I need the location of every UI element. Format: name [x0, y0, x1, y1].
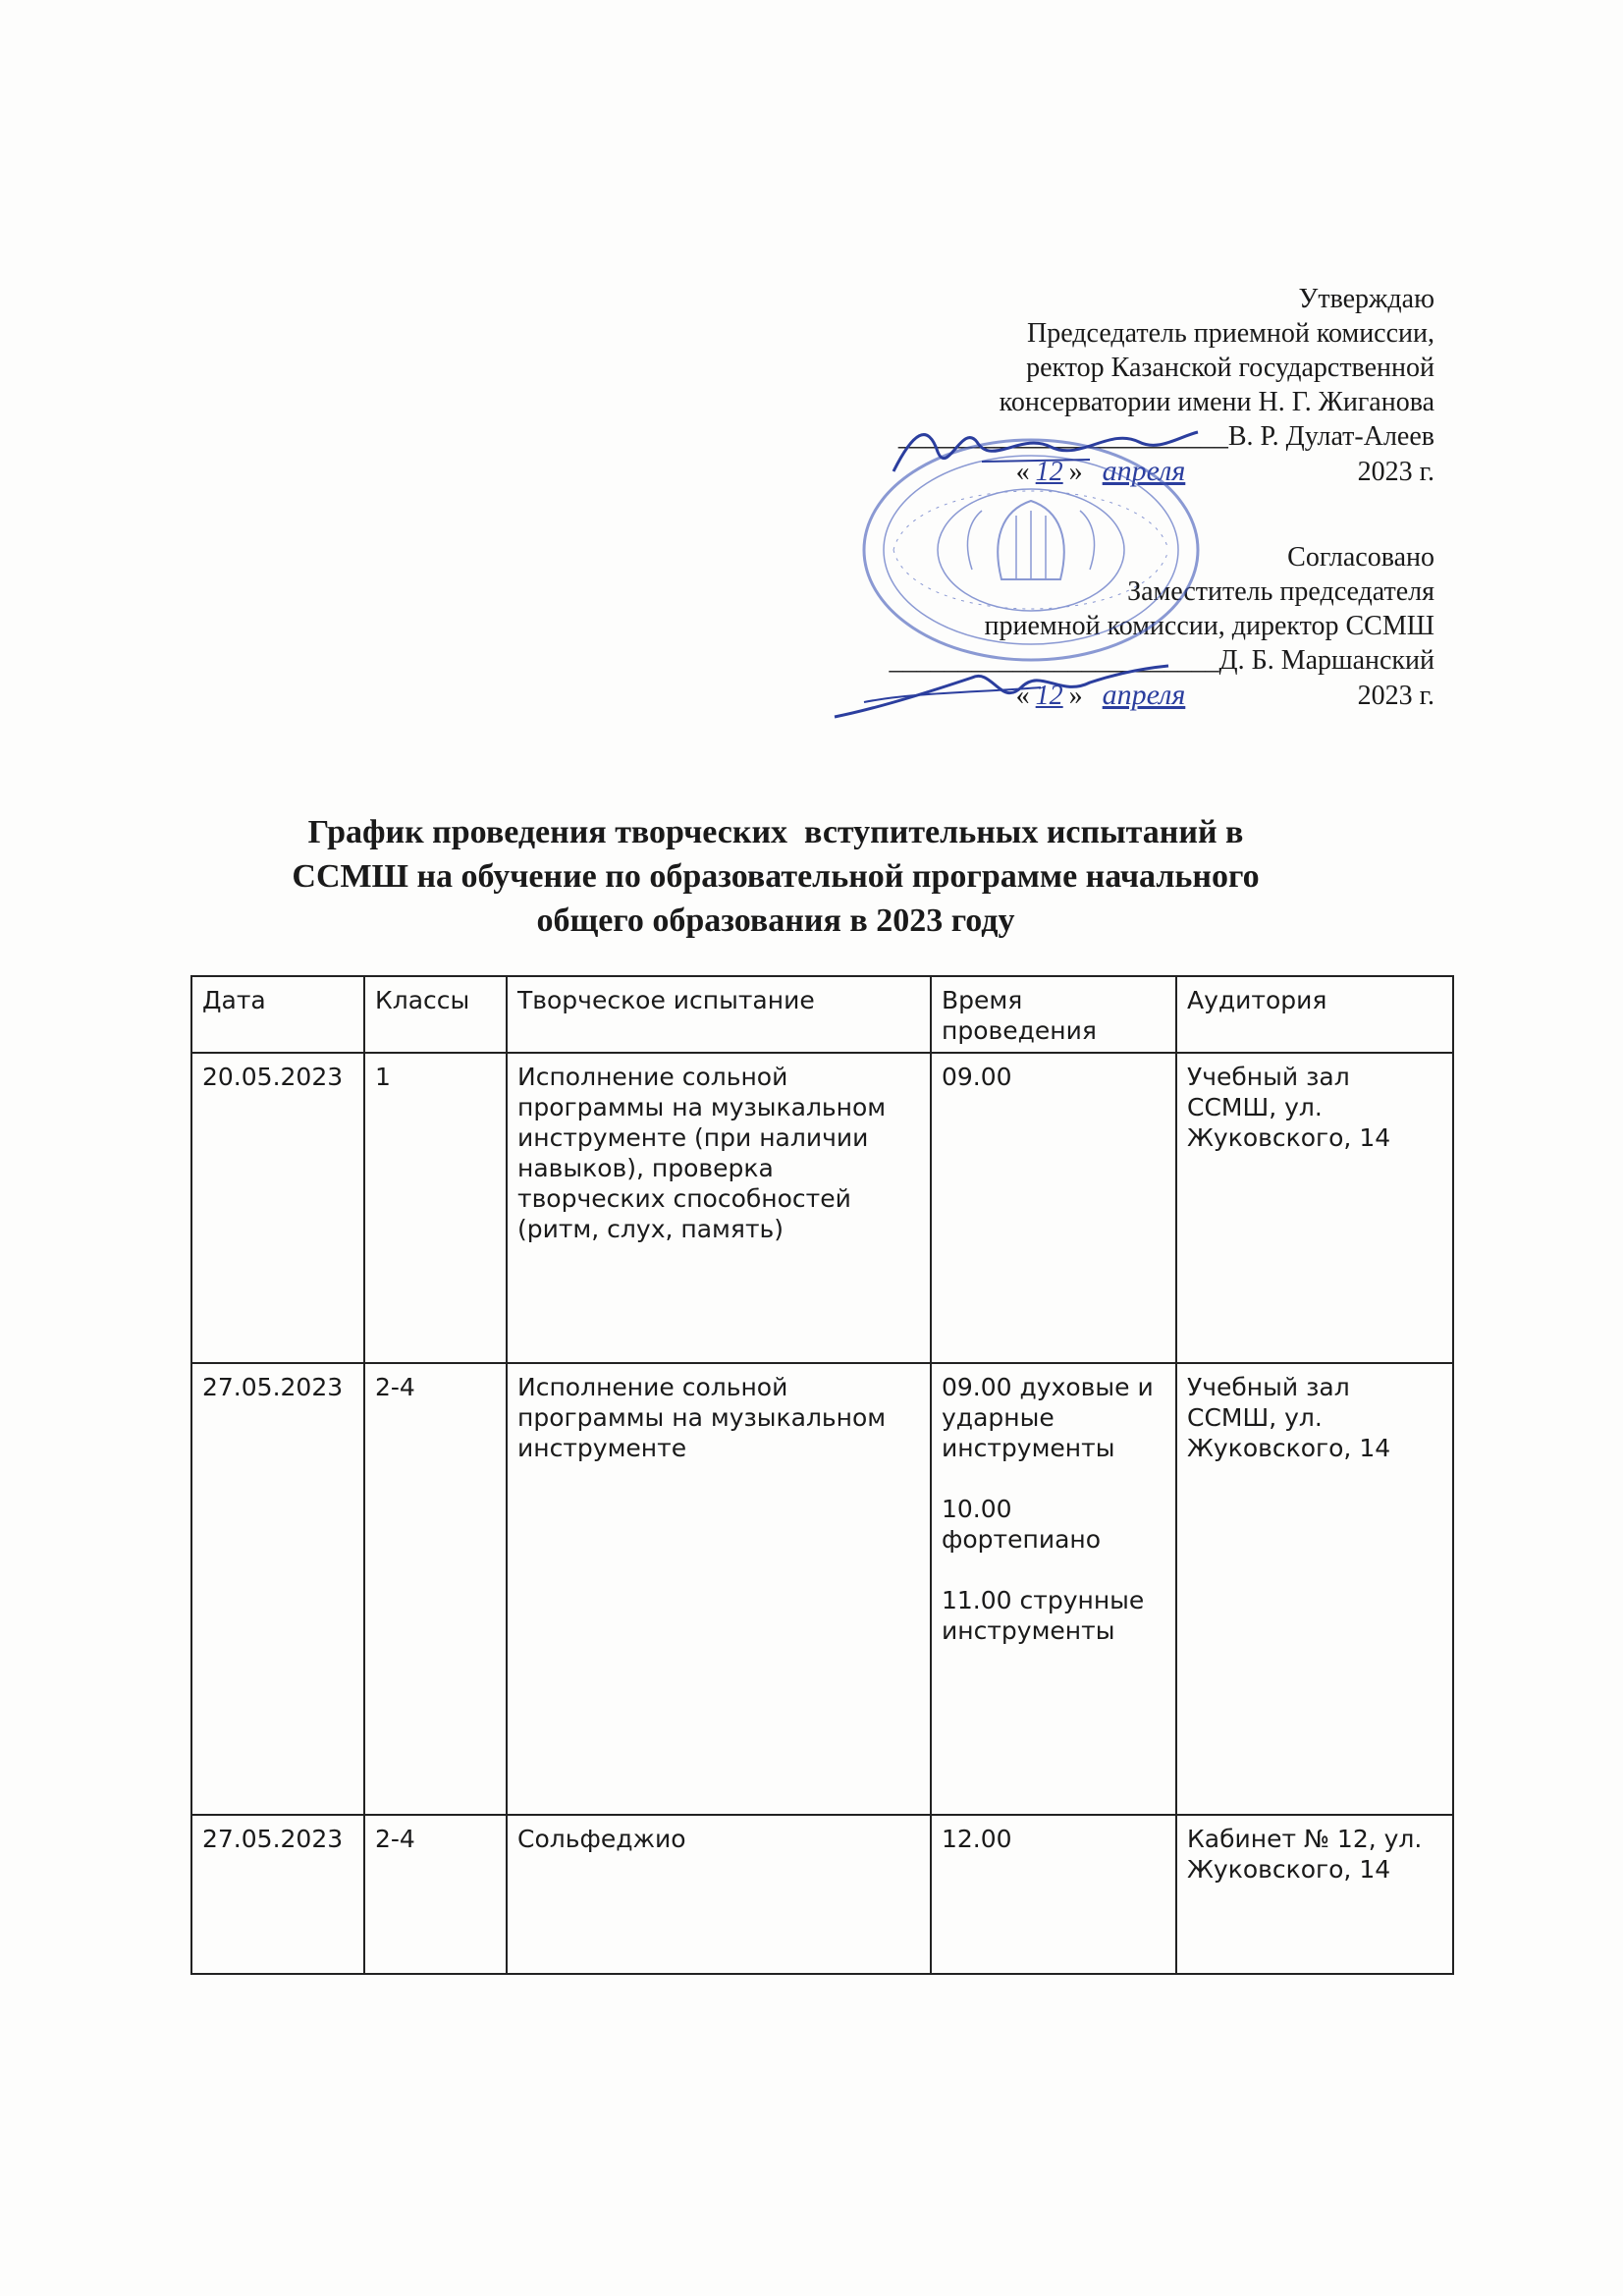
- cell-room: Кабинет № 12, ул. Жуковского, 14: [1176, 1815, 1453, 1974]
- cell-time: [931, 1363, 1176, 1815]
- approval-date-day: 12: [1035, 457, 1063, 487]
- header-time: Время проведения: [931, 976, 1176, 1053]
- cell-time: [931, 1053, 1176, 1363]
- table-header-row: [191, 976, 1453, 1053]
- approval-signer: В. Р. Дулат-Алеев: [1227, 421, 1434, 452]
- title-line-1: График проведения творческих вступительных испытаний в: [307, 814, 1244, 850]
- cell-test: Сольфеджио: [507, 1815, 931, 1974]
- cell-room: Учебный зал ССМШ, ул. Жуковского, 14: [1176, 1363, 1453, 1815]
- agreement-heading: Согласовано: [1287, 542, 1434, 573]
- header-room: Аудитория: [1176, 976, 1453, 1053]
- time-entry: 09.00 духовые и ударные инструменты: [942, 1373, 1154, 1462]
- agreement-line-1: Заместитель председателя: [1127, 576, 1434, 607]
- header-test: Творческое испытание: [507, 976, 931, 1053]
- rector-signature: [884, 412, 1208, 491]
- schedule-table: [190, 975, 1454, 1975]
- approval-date-year: 2023 г.: [1357, 457, 1434, 487]
- table-row: [191, 1053, 1453, 1363]
- table-row: [191, 1363, 1453, 1815]
- approval-date-open: «: [1015, 457, 1030, 487]
- cell-classes: 2-4: [364, 1363, 507, 1815]
- cell-room: Учебный зал ССМШ, ул. Жуковского, 14: [1176, 1053, 1453, 1363]
- cell-test: Исполнение сольной программы на музыкальном инструменте (при наличии навыков), проверка творческих способностей (ритм, слух, память): [507, 1053, 931, 1363]
- agreement-signer: Д. Б. Маршанский: [1218, 645, 1434, 676]
- document-title: [187, 810, 1365, 943]
- director-signature: [825, 648, 1178, 727]
- agreement-date-open: «: [1015, 681, 1030, 711]
- cell-classes: 2-4: [364, 1815, 507, 1974]
- signature-blank: ________________________: [897, 421, 1228, 452]
- header-date: Дата: [191, 976, 364, 1053]
- time-entry: 12.00: [942, 1825, 1012, 1853]
- title-line-2: ССМШ на обучение по образовательной программе начального: [292, 858, 1260, 895]
- approval-line-3: консерватории имени Н. Г. Жиганова: [999, 387, 1434, 417]
- cell-date: 27.05.2023: [191, 1815, 364, 1974]
- agreement-date-day: 12: [1035, 681, 1063, 711]
- agreement-date-close: »: [1068, 681, 1083, 711]
- title-line-3: общего образования в 2023 году: [536, 902, 1015, 939]
- time-entry: 11.00 струнные инструменты: [942, 1586, 1145, 1645]
- approval-line-1: Председатель приемной комиссии,: [1027, 318, 1434, 349]
- cell-time: [931, 1815, 1176, 1974]
- agreement-date-year: 2023 г.: [1357, 681, 1434, 711]
- cell-classes: 1: [364, 1053, 507, 1363]
- approval-heading: Утверждаю: [1298, 284, 1434, 314]
- time-entry: 09.00: [942, 1063, 1012, 1091]
- table-row: [191, 1815, 1453, 1974]
- header-classes: Классы: [364, 976, 507, 1053]
- approval-date-close: »: [1068, 457, 1083, 487]
- agreement-date-month: апреля: [1102, 679, 1186, 711]
- cell-test: Исполнение сольной программы на музыкальном инструменте: [507, 1363, 931, 1815]
- cell-date: 27.05.2023: [191, 1363, 364, 1815]
- agreement-line-2: приемной комиссии, директор ССМШ: [984, 611, 1434, 641]
- time-entry: 10.00 фортепиано: [942, 1495, 1102, 1554]
- cell-date: 20.05.2023: [191, 1053, 364, 1363]
- signature-blank: ________________________: [889, 645, 1219, 676]
- approval-date-month: апреля: [1102, 455, 1186, 487]
- approval-line-2: ректор Казанской государственной: [1026, 353, 1434, 383]
